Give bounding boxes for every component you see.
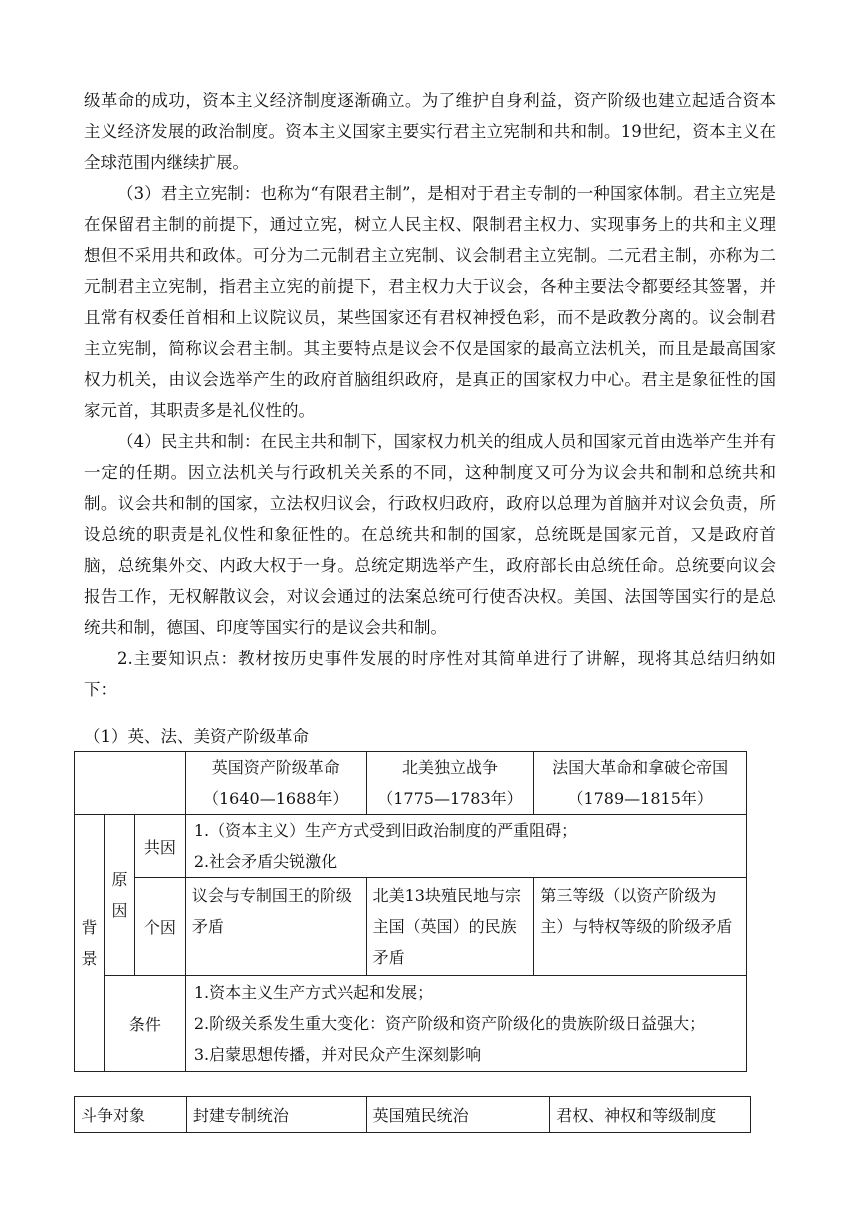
conditions-content — [185, 976, 746, 1072]
header-american-war — [366, 752, 534, 815]
individual-cause-american — [366, 878, 534, 976]
individual-cause-row — [75, 878, 747, 976]
common-cause-label: 共因 — [143, 837, 176, 857]
paragraph-intro: 级革命的成功，资本主义经济制度逐渐确立。为了维护自身利益，资产阶级也建立起适合资本主义经济发展的政治制度。资本主义国家主要实行君主立宪制和共和制。19世纪，资本主义在全球范围内继续扩展。 — [84, 91, 776, 172]
header-french-revolution — [534, 752, 747, 815]
header-english-revolution — [185, 752, 366, 815]
common-cause-item: 2.社会矛盾尖锐激化 — [193, 852, 338, 871]
header-years: （1789—1815年） — [567, 789, 713, 808]
struggle-target-french: 君权、神权和等级制度 — [550, 1097, 751, 1133]
individual-cause-label-cell — [134, 878, 185, 976]
table-caption: （1）英、法、美资产阶级革命 — [84, 727, 309, 746]
background-label-cell — [75, 815, 105, 1072]
individual-cause-french — [534, 878, 747, 976]
common-cause-item: 1.（资本主义）生产方式受到旧政治制度的严重阻碍； — [193, 821, 578, 840]
common-cause-label-cell — [134, 815, 185, 878]
condition-item: 3.启蒙思想传播，并对民众产生深刻影响 — [193, 1045, 482, 1064]
individual-cause-text: 第三等级（以资产阶级为主）与特权等级的阶级矛盾 — [540, 886, 733, 936]
individual-cause-english — [185, 878, 366, 976]
individual-cause-text: 北美13块殖民地与宗主国（英国）的民族矛盾 — [372, 886, 521, 967]
conditions-row — [75, 976, 747, 1072]
header-title: 英国资产阶级革命 — [211, 758, 340, 777]
conditions-label: 条件 — [128, 1015, 161, 1034]
struggle-target-english: 封建专制统治 — [186, 1097, 366, 1133]
header-title: 北美独立战争 — [401, 758, 498, 777]
individual-cause-text: 议会与专制国王的阶级矛盾 — [191, 886, 352, 936]
cause-label-cell — [104, 815, 134, 976]
conditions-label-cell — [104, 976, 185, 1072]
struggle-target-label: 斗争对象 — [75, 1097, 187, 1133]
revolutions-table — [74, 751, 747, 1072]
common-cause-content — [185, 815, 746, 878]
header-years: （1640—1688年） — [202, 789, 349, 808]
background-label: 背景 — [81, 918, 98, 968]
header-title: 法国大革命和拿破仑帝国 — [552, 758, 729, 777]
individual-cause-label: 个因 — [143, 918, 176, 937]
common-cause-row — [75, 815, 747, 878]
struggle-target-table — [74, 1096, 751, 1133]
struggle-target-row — [75, 1097, 751, 1133]
header-years: （1775—1783年） — [377, 789, 523, 808]
struggle-target-american: 英国殖民统治 — [366, 1097, 550, 1133]
paragraph-constitutional-monarchy: （3）君主立宪制：也称为“有限君主制”，是相对于君主专制的一种国家体制。君主立宪是在保留君主制的前提下，通过立宪，树立人民主权、限制君主权力、实现事务上的共和主义理想但不采用共和政体。可分为二元制君主立宪制、议会制君主立宪制。二元君主制，亦称为二元制君主立宪制，指君主立宪的前提下，君主权力大于议会，各种主要法令都要经其签署，并且常有权委任首相和上议院议员，某些国家还有君权神授色彩，而不是政教分离的。议会制君主立宪制，简称议会君主制。其主要特点是议会不仅是国家的最高立法机关，而且是最高国家权力机关，由议会选举产生的政府首脑组织政府，是真正的国家权力中心。君主是象征性的国家元首，其职责多是礼仪性的。 — [84, 184, 776, 420]
condition-item: 2.阶级关系发生重大变化：资产阶级和资产阶级化的贵族阶级日益强大； — [193, 1014, 706, 1033]
condition-item: 1.资本主义生产方式兴起和发展； — [193, 983, 434, 1002]
header-empty-cell — [75, 752, 186, 815]
paragraph-knowledge-points: 2.主要知识点：教材按历史事件发展的时序性对其简单进行了讲解，现将其总结归纳如下： — [84, 649, 776, 699]
cause-label: 原因 — [111, 870, 128, 920]
paragraph-democratic-republic: （4）民主共和制：在民主共和制下，国家权力机关的组成人员和国家元首由选举产生并有一定的任期。因立法机关与行政机关关系的不同，这种制度又可分为议会共和制和总统共和制。议会共和制的国家，立法权归议会，行政权归政府，政府以总理为首脑并对议会负责，所设总统的职责是礼仪性和象征性的。在总统共和制的国家，总统既是国家元首，又是政府首脑，总统集外交、内政大权于一身。总统定期选举产生，政府部长由总统任命。总统要向议会报告工作，无权解散议会，对议会通过的法案总统可行使否决权。美国、法国等国实行的是总统共和制，德国、印度等国实行的是议会共和制。 — [84, 432, 776, 637]
table-header-row — [75, 752, 747, 815]
